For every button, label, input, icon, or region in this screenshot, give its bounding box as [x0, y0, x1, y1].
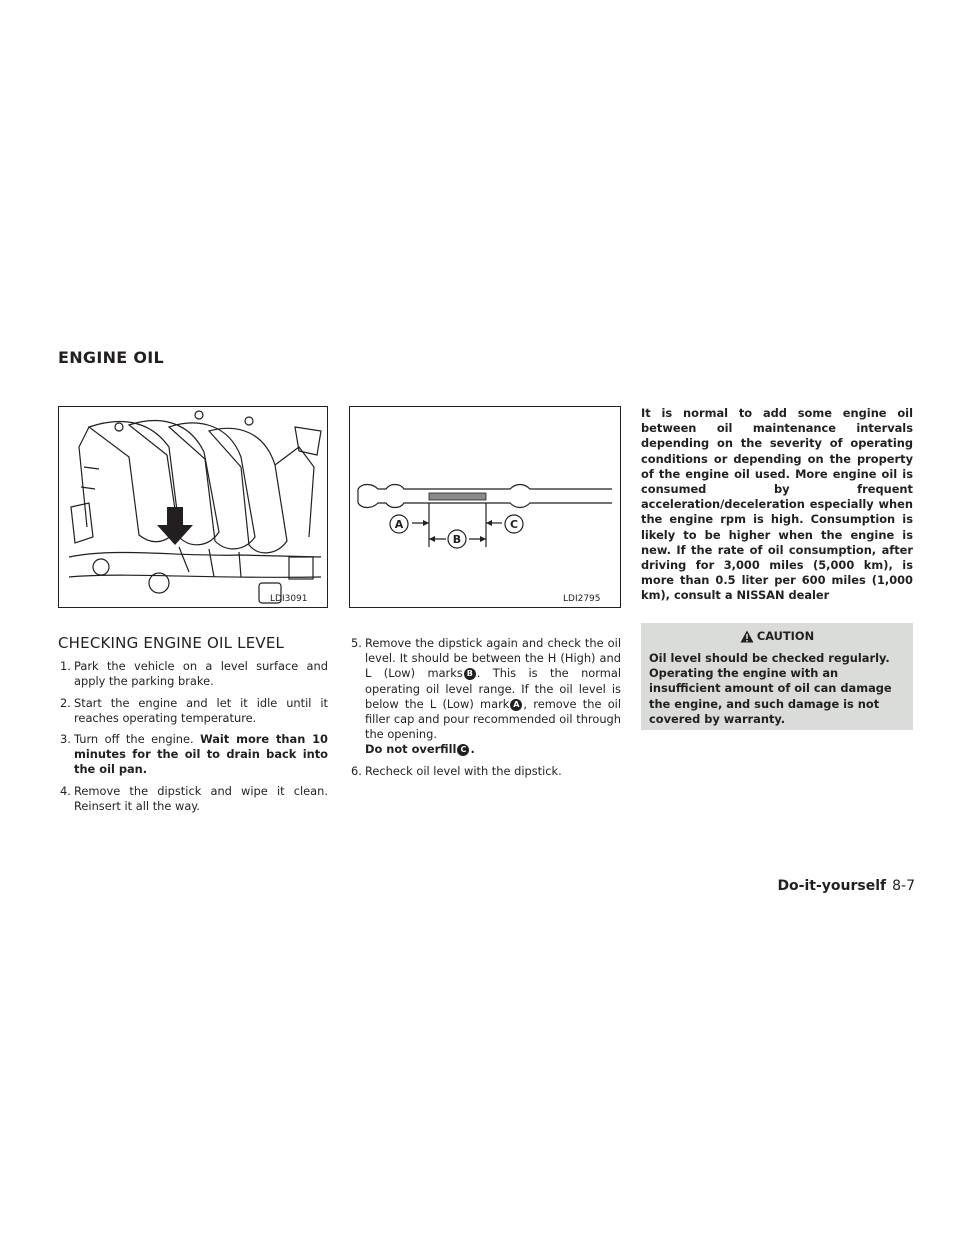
checking-heading: CHECKING ENGINE OIL LEVEL — [58, 634, 285, 652]
procedure-column-1 — [58, 636, 328, 820]
page-footer — [777, 878, 915, 894]
warning-icon — [740, 630, 754, 643]
page-number: 8-7 — [892, 878, 915, 894]
callout-b-label: B — [452, 533, 462, 546]
step-1-number: 1. — [60, 659, 71, 674]
engine-line-drawing — [59, 407, 328, 608]
step-5-text-2: . This is the normal operating oil level range. If the oil level is below the L (Low) mark — [365, 666, 621, 711]
callout-a-label: A — [394, 518, 404, 531]
engine-illustration — [58, 406, 328, 608]
step-5-text-1: Remove the dipstick again and check the oil level. It should be between the H (High) and L (Low) marks — [365, 636, 621, 681]
caution-header — [641, 629, 913, 643]
callout-a — [390, 515, 408, 533]
section-title: ENGINE OIL — [58, 348, 165, 367]
caution-title: CAUTION — [756, 629, 815, 643]
note-column — [641, 406, 913, 604]
procedure-column-2 — [349, 636, 621, 785]
step-6-text: Recheck oil level with the dipstick. — [365, 763, 562, 778]
step-1-text: Park the vehicle on a level surface and apply the parking brake. — [74, 659, 328, 689]
step-2 — [58, 696, 328, 726]
step-6-number: 6. — [351, 763, 362, 778]
step-5-warning: Do not overfill — [365, 742, 457, 757]
step-4 — [58, 784, 328, 814]
step-1 — [58, 659, 328, 689]
footer-section: Do-it-yourself — [777, 878, 887, 894]
callout-c-label: C — [509, 518, 519, 531]
callout-c-inline: C — [457, 744, 469, 756]
callout-b-inline: B — [464, 668, 476, 680]
callout-c — [505, 515, 523, 533]
step-2-number: 2. — [60, 695, 71, 710]
step-5-end: . — [470, 742, 475, 757]
step-3-text: Turn off the engine. — [74, 732, 201, 747]
figure-code-dipstick: LDI2795 — [563, 594, 601, 604]
step-6 — [349, 764, 621, 779]
callout-a-inline: A — [510, 699, 522, 711]
arrow-indicator — [157, 507, 193, 545]
step-3 — [58, 732, 328, 778]
step-3-number: 3. — [60, 732, 71, 747]
step-3-warning: Wait more than 10 minutes for the oil to drain back into the oil pan. — [74, 732, 328, 777]
step-4-number: 4. — [60, 783, 71, 798]
callout-b — [448, 530, 466, 548]
step-5 — [349, 636, 621, 758]
dipstick-diagram — [350, 407, 621, 608]
caution-text: Oil level should be checked regularly. Operating the engine with an insufficient amount of oil can damage the engine, and such damage is not covered by warranty. — [649, 651, 892, 726]
step-5-text-3: , remove the oil filler cap and pour recommended oil through the opening. — [365, 696, 621, 742]
figure-code-engine: LDI3091 — [270, 594, 308, 604]
dipstick-illustration — [349, 406, 621, 608]
step-2-text: Start the engine and let it idle until it reaches operating temperature. — [74, 695, 328, 725]
step-4-text: Remove the dipstick and wipe it clean. Reinsert it all the way. — [74, 783, 328, 813]
oil-consumption-note: It is normal to add some engine oil between oil maintenance intervals depending on the severity of operating conditions or depending on the property of the engine oil used. More engine oil is consumed by frequent acceleration/deceleration especially when the engine rpm is high. Consumption is likely to be higher when the engine is new. If the rate of oil consumption, after driving for 3,000 miles (5,000 km), is more than 0.5 liter per 600 miles (1,000 km), consult a NISSAN dealer — [641, 406, 913, 603]
step-5-number: 5. — [351, 636, 362, 650]
caution-box — [641, 623, 913, 730]
